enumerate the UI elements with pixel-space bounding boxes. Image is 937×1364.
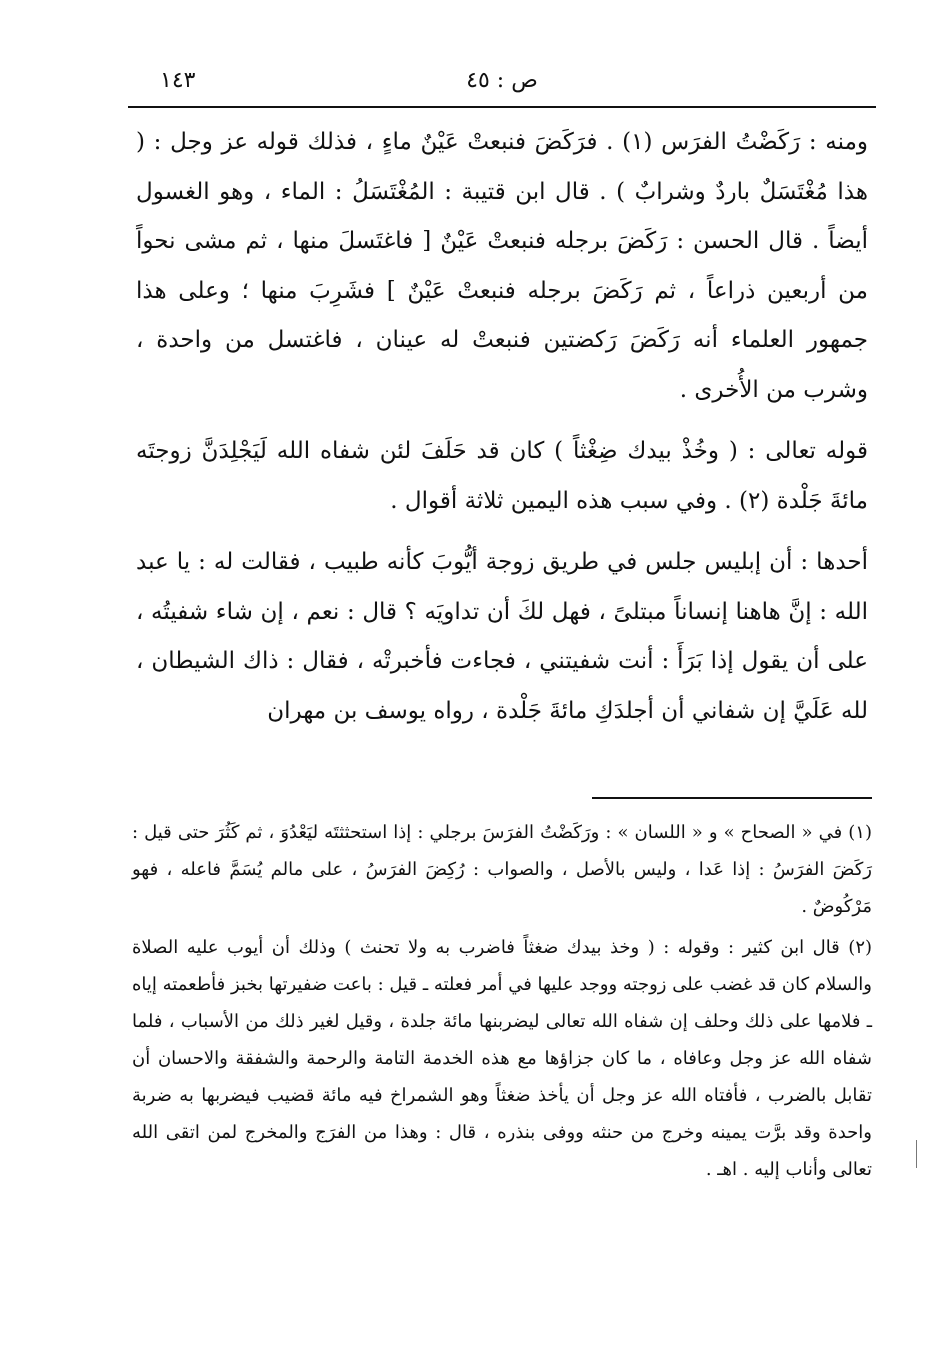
footnote-separator — [592, 797, 872, 799]
section-reference: ص : ٤٥ — [466, 68, 538, 93]
header-rule — [128, 106, 876, 108]
margin-mark — [916, 1140, 917, 1168]
paragraph: ومنه : رَكَضْتُ الفرَس (١) . فرَكَضَ فنبعتْ عَيْنٌ ماءٍ ، فذلك قوله عز وجل : ( هذا مُغْتَسَلٌ باردٌ وشرابٌ ) . قال ابن قتيبة : المُغْتَسَلُ : الماء ، وهو الغسول أيضاً . قال الحسن : رَكَضَ برجله فنبعتْ عَيْنٌ [ فاغتَسلَ منها ، ثم مشى نحواً من أربعين ذراعاً ، ثم رَكَضَ برجله فنبعتْ عَيْنٌ ] فشَرِبَ منها ؛ وعلى هذا جمهور العلماء أنه رَكَضَ رَكضتين فنبعتْ له عينان ، فاغتسل من واحدة ، وشرب من الأُخرى . — [136, 129, 868, 403]
page-header — [130, 68, 874, 102]
footnotes — [132, 814, 872, 1188]
page-number: ١٤٣ — [160, 68, 196, 93]
paragraph: قوله تعالى : ( وخُذْ بيدك ضِغْثاً ) كان قد حَلَفَ لئن شفاه الله لَيَجْلِدَنَّ زوجتَه مائةَ جَلْدة (٢) . وفي سبب هذه اليمين ثلاثة أقوال . — [136, 438, 868, 514]
main-text — [136, 118, 868, 736]
footnote: (١) في « الصحاح » و « اللسان » : ورَكَضْتُ الفرَسَ برجلي : إذا استحثثتَه ليَعْدُوَ ، ثم كَثُرَ حتى قيل : رَكَضَ الفرَسُ : إذا عَدا ، وليس بالأصل ، والصواب : رُكِضَ الفرَسُ ، على مالم يُسَمَّ فاعله ، فهو مَرْكُوضٌ . — [132, 822, 872, 917]
footnote: (٢) قال ابن كثير : وقوله : ( وخذ بيدك ضغثاً فاضرب به ولا تحنث ) وذلك أن أيوب عليه الصلاة والسلام كان قد غضب على زوجته ووجد عليها في أمر فعلته ـ قيل : باعت ضفيرتها بخبز فأطعمته إياه ـ فلامها على ذلك وحلف إن شفاه الله تعالى ليضربنها مائة جلدة ، وقيل لغير ذلك من الأسباب ، فلما شفاه الله عز وجل وعافاه ، ما كان جزاؤها مع هذه الخدمة التامة والرحمة والشفقة والاحسان أن تقابل بالضرب ، فأفتاه الله عز وجل أن يأخذ ضغثاً وهو الشمراخ فيه مائة قضيب فيضربها به ضربة واحدة وقد برَّت يمينه وخرج من حنثه ووفى بنذره ، قال : وهذا من الفرَج والمخرج لمن اتقى الله تعالى وأناب إليه . اهـ . — [132, 937, 873, 1180]
paragraph: أحدها : أن إبليس جلس في طريق زوجة أيُّوبَ كأنه طبيب ، فقالت له : يا عبد الله : إنَّ هاهنا إنساناً مبتلىً ، فهل لكَ أن تداويَه ؟ قال : نعم ، إن شاء شفيتُه ، على أن يقول إذا بَرَأَ : أنت شفيتني ، فجاءت فأخبرتْه ، فقال : ذاك الشيطان ، لله عَلَيَّ إن شفاني أن أجلدَكِ مائةَ جَلْدة ، رواه يوسف بن مهران — [136, 549, 868, 724]
